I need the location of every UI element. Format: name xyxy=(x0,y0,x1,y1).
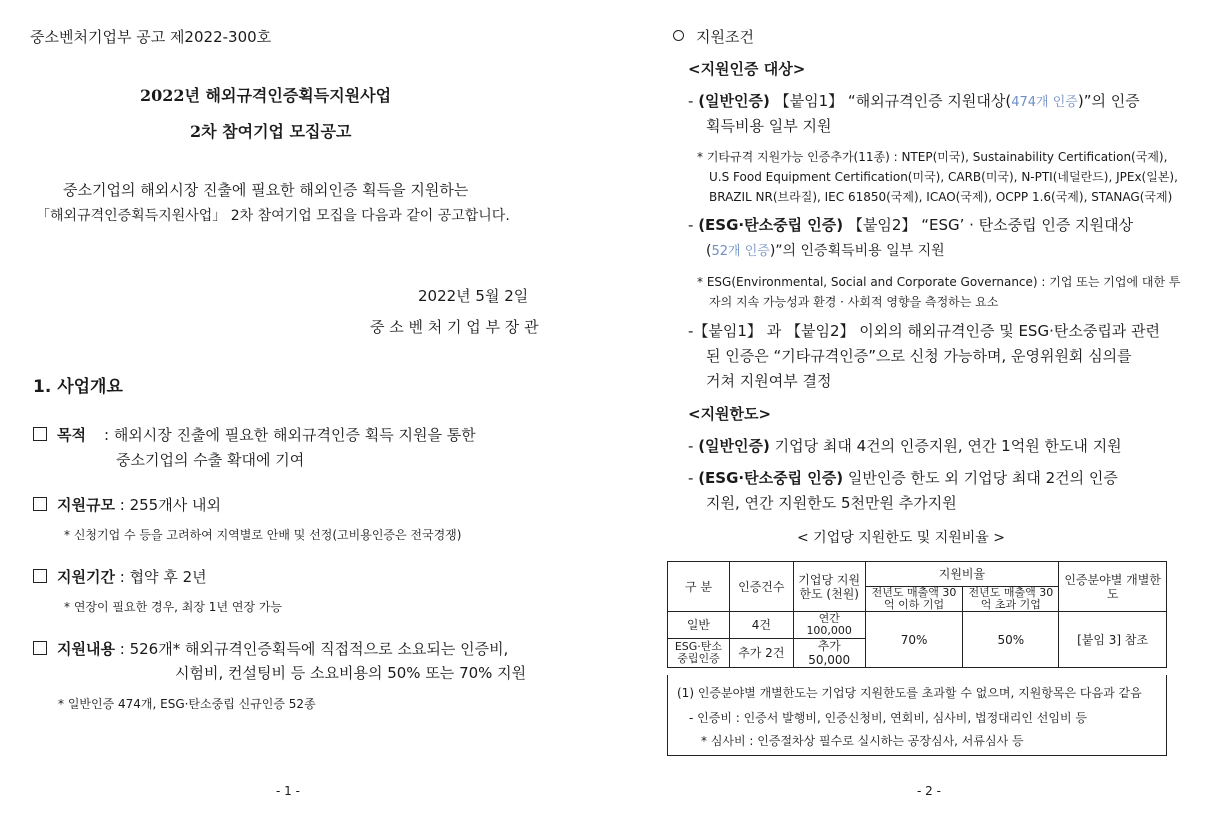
section-1-heading: 1. 사업개요 xyxy=(33,377,123,397)
row-general-type: 일반 xyxy=(668,612,730,639)
notice-number: 중소벤처기업부 공고 제2022-300호 xyxy=(30,28,272,46)
scale-value: : 255개사 내외 xyxy=(119,496,221,514)
limit-heading: <지원한도> xyxy=(688,405,772,423)
table-note-3: * 심사비 : 인증절차상 필수로 실시하는 공장심사, 서류심사 등 xyxy=(701,734,1024,748)
header-limit: 기업당 지원한도 (천원) xyxy=(793,562,865,612)
checkbox-icon xyxy=(33,497,47,511)
checkbox-icon xyxy=(33,427,47,441)
general-cert-line-2: 획득비용 일부 지원 xyxy=(706,117,832,135)
page-number-2: - 2 - xyxy=(917,784,941,798)
intro-line-2: 「해외규격인증획득지원사업」 2차 참여기업 모집을 다음과 같이 공고합니다. xyxy=(36,208,510,224)
content-text-1: : 526개* 해외규격인증획득에 직접적으로 소요되는 인증비, xyxy=(119,640,509,658)
purpose-label: 목적 xyxy=(57,426,86,444)
page-title: 2022년 해외규격인증획득지원사업 xyxy=(140,86,392,105)
content-text-2: 시험비, 컨설팅비 등 소요비용의 50% 또는 70% 지원 xyxy=(175,664,527,682)
table-row xyxy=(668,612,1167,639)
content-item xyxy=(33,638,508,659)
header-count: 인증건수 xyxy=(729,562,793,612)
content-label: 지원내용 xyxy=(57,640,115,658)
row-esg-limit: 추가 50,000 xyxy=(793,639,865,668)
support-limit-table xyxy=(667,561,1167,668)
period-label: 지원기간 xyxy=(57,568,115,586)
ratio-small-value: 70% xyxy=(865,612,963,668)
limit-general: - (일반인증) 기업당 최대 4건의 인증지원, 연간 1억원 한도내 지원 xyxy=(688,437,1122,455)
scale-note: * 신청기업 수 등을 고려하여 지역별로 안배 및 선정(고비용인증은 전국경쟁) xyxy=(64,528,462,542)
limit-esg-line-2: 지원, 연간 지원한도 5천만원 추가지원 xyxy=(706,494,957,512)
header-type: 구 분 xyxy=(668,562,730,612)
period-value: : 협약 후 2년 xyxy=(119,568,207,586)
etc-cert-line-2: 된 인증은 “기타규격인증”으로 신청 가능하며, 운영위원회 심의를 xyxy=(706,347,1132,365)
announcement-date: 2022년 5월 2일 xyxy=(418,287,529,305)
target-heading: <지원인증 대상> xyxy=(688,60,806,78)
scale-label: 지원규모 xyxy=(57,496,115,514)
period-note: * 연장이 필요한 경우, 최장 1년 연장 가능 xyxy=(64,600,283,614)
other-standards-note-2: U.S Food Equipment Certification(미국), CARB(미국), N-PTI(네덜란드), JPEx(일본), xyxy=(709,170,1178,184)
intro-line-1: 중소기업의 해외시장 진출에 필요한 해외인증 획득을 지원하는 xyxy=(63,181,469,199)
esg-note-2: 자의 지속 가능성과 환경 · 사회적 영향을 측정하는 요소 xyxy=(709,295,999,309)
general-cert-line-1: - (일반인증) 【붙임1】 “해외규격인증 지원대상(474개 인증)”의 인증 xyxy=(688,92,1140,110)
content-note: * 일반인증 474개, ESG·탄소중립 신규인증 52종 xyxy=(58,697,316,711)
etc-cert-line-3: 거쳐 지원여부 결정 xyxy=(706,372,832,390)
row-esg-count: 추가 2건 xyxy=(729,639,793,668)
checkbox-icon xyxy=(33,569,47,583)
header-ratio: 지원비율 xyxy=(865,562,1059,587)
table-note-1: (1) 인증분야별 개별한도는 기업당 지원한도를 초과할 수 없으며, 지원항목은 다음과 같음 xyxy=(677,686,1142,700)
conditions-heading: 지원조건 xyxy=(673,26,754,47)
header-ratio-small: 전년도 매출액 30억 이하 기업 xyxy=(865,587,963,612)
issuer-name: 중 소 벤 처 기 업 부 장 관 xyxy=(370,318,539,336)
header-field-limit: 인증분야별 개별한도 xyxy=(1059,562,1167,612)
table-caption: < 기업당 지원한도 및 지원비율 > xyxy=(797,530,1005,546)
table-header-row xyxy=(668,562,1167,587)
esg-note-1: * ESG(Environmental, Social and Corporate Governance) : 기업 또는 기업에 대한 투 xyxy=(697,275,1181,289)
other-standards-note-3: BRAZIL NR(브라질), IEC 61850(국제), ICAO(국제), OCPP 1.6(국제), STANAG(국제) xyxy=(709,190,1173,204)
purpose-text-2: 중소기업의 수출 확대에 기여 xyxy=(116,451,305,469)
header-ratio-large: 전년도 매출액 30억 초과 기업 xyxy=(963,587,1059,612)
other-standards-note-1: * 기타규격 지원가능 인증추가(11종) : NTEP(미국), Sustainability Certification(국제), xyxy=(697,150,1168,164)
row-esg-type: ESG·탄소 중립인증 xyxy=(668,639,730,668)
field-limit-value: [붙임 3] 참조 xyxy=(1059,612,1167,668)
esg-cert-line-2: (52개 인증)”의 인증획득비용 일부 지원 xyxy=(706,243,945,259)
row-general-count: 4건 xyxy=(729,612,793,639)
etc-cert-line-1: -【붙임1】 과 【붙임2】 이외의 해외규격인증 및 ESG·탄소중립과 관련 xyxy=(688,322,1161,340)
scale-item xyxy=(33,494,221,515)
period-item xyxy=(33,566,207,587)
row-general-limit: 연간 100,000 xyxy=(793,612,865,639)
page-subtitle: 2차 참여기업 모집공고 xyxy=(190,122,352,141)
purpose-text-1: : 해외시장 진출에 필요한 해외규격인증 획득 지원을 통한 xyxy=(104,426,476,444)
purpose-item xyxy=(33,424,86,445)
checkbox-icon xyxy=(33,641,47,655)
page-number-1: - 1 - xyxy=(276,784,300,798)
limit-esg-line-1: - (ESG·탄소중립 인증) 일반인증 한도 외 기업당 최대 2건의 인증 xyxy=(688,469,1118,487)
table-note-2: - 인증비 : 인증서 발행비, 인증신청비, 연회비, 심사비, 법정대리인 선임비 등 xyxy=(689,711,1087,725)
esg-cert-line-1: - (ESG·탄소중립 인증) 【붙임2】 “ESG’ · 탄소중립 인증 지원대상 xyxy=(688,216,1134,234)
ratio-large-value: 50% xyxy=(963,612,1059,668)
circle-bullet-icon xyxy=(673,30,684,41)
